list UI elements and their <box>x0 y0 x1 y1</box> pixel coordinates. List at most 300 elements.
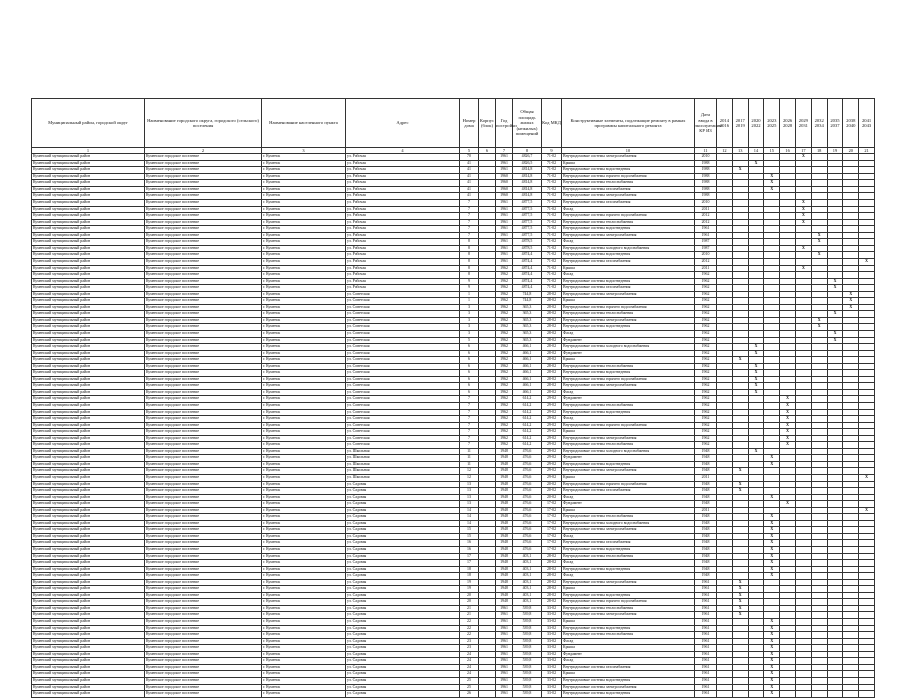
element-cell: Внутридомовые системы холодного водоснабжения <box>562 448 695 455</box>
mkd-code-cell: 28-02 <box>542 363 562 370</box>
commission-date-cell: 1948 <box>695 560 717 567</box>
district-cell: Куменский муниципальный район <box>32 278 145 285</box>
address-cell: ул. Советская <box>346 317 460 324</box>
element-cell: Внутридомовые системы водоотведения <box>562 547 695 554</box>
locality-cell: г. Куменск <box>262 173 346 180</box>
area-cell: 4874,4 <box>513 278 542 285</box>
year-built-cell: 1948 <box>496 560 513 567</box>
settlement-cell: Куменское городское поселение <box>145 416 262 423</box>
mkd-code-cell: 71-02 <box>542 213 562 220</box>
commission-date-cell: 1961 <box>695 625 717 632</box>
district-cell: Куменский муниципальный район <box>32 258 145 265</box>
commission-date-cell: 1948 <box>695 527 717 534</box>
address-cell: ул. Садовая <box>346 488 460 495</box>
period-mark-cell: X <box>732 481 748 488</box>
settlement-cell: Куменское городское поселение <box>145 442 262 449</box>
element-cell: Крыша <box>562 357 695 364</box>
period-mark-cell: X <box>811 232 827 239</box>
district-cell: Куменский муниципальный район <box>32 468 145 475</box>
district-cell: Куменский муниципальный район <box>32 186 145 193</box>
house-number-cell: 7 <box>460 442 479 449</box>
area-cell: 476,6 <box>513 520 542 527</box>
house-number-cell: 23 <box>460 645 479 652</box>
element-cell: Крыша <box>562 265 695 272</box>
area-cell: 466,1 <box>513 344 542 351</box>
settlement-cell: Куменское городское поселение <box>145 376 262 383</box>
commission-date-cell: 1988 <box>695 186 717 193</box>
address-cell: ул. Советская <box>346 409 460 416</box>
element-cell: Внутридомовые системы электроснабжения <box>562 435 695 442</box>
area-cell: 539,8 <box>513 645 542 652</box>
house-number-cell: 17 <box>460 560 479 567</box>
mkd-code-cell: 29-02 <box>542 442 562 449</box>
address-cell: ул. Садовая <box>346 658 460 665</box>
period-mark-cell: X <box>764 658 780 665</box>
year-built-cell: 1961 <box>496 691 513 698</box>
district-cell: Куменский муниципальный район <box>32 612 145 619</box>
mkd-code-cell: 29-02 <box>542 402 562 409</box>
settlement-cell: Куменское городское поселение <box>145 507 262 514</box>
column-number: 11 <box>695 148 717 154</box>
district-cell: Куменский муниципальный район <box>32 213 145 220</box>
area-cell: 539,8 <box>513 651 542 658</box>
house-number-cell: 6 <box>460 363 479 370</box>
address-cell: ул. Садовая <box>346 527 460 534</box>
mkd-code-cell: 17-02 <box>542 540 562 547</box>
mkd-code-cell: 17-02 <box>542 501 562 508</box>
element-cell: Внутридомовые системы теплоснабжения <box>562 402 695 409</box>
district-cell: Куменский муниципальный район <box>32 625 145 632</box>
year-built-cell: 1948 <box>496 573 513 580</box>
area-cell: 539,8 <box>513 658 542 665</box>
area-cell: 539,8 <box>513 605 542 612</box>
house-number-cell: 3 <box>460 324 479 331</box>
commission-date-cell: 1962 <box>695 291 717 298</box>
commission-date-cell: 1948 <box>695 540 717 547</box>
mkd-code-cell: 33-02 <box>542 645 562 652</box>
area-cell: 4874,4 <box>513 285 542 292</box>
address-cell: ул. Советская <box>346 311 460 318</box>
mkd-code-cell: 71-02 <box>542 226 562 233</box>
address-cell: ул. Советская <box>346 304 460 311</box>
year-built-cell: 1961 <box>496 160 513 167</box>
address-cell: ул. Советская <box>346 337 460 344</box>
period-mark-cell: X <box>859 475 875 482</box>
house-number-cell: 6 <box>460 350 479 357</box>
address-cell: ул. Садовая <box>346 514 460 521</box>
mkd-code-cell: 29-02 <box>542 455 562 462</box>
column-header: Адрес <box>346 99 460 148</box>
commission-date-cell: 1962 <box>695 285 717 292</box>
commission-date-cell: 1962 <box>695 402 717 409</box>
element-cell: Внутридомовые системы теплоснабжения <box>562 442 695 449</box>
mkd-code-cell: 71-02 <box>542 200 562 207</box>
settlement-cell: Куменское городское поселение <box>145 455 262 462</box>
year-built-cell: 1948 <box>496 527 513 534</box>
period-mark-cell: X <box>764 625 780 632</box>
period-mark-cell: X <box>827 337 843 344</box>
element-cell: Фундамент <box>562 651 695 658</box>
commission-date-cell: 1948 <box>695 553 717 560</box>
settlement-cell: Куменское городское поселение <box>145 501 262 508</box>
mkd-code-cell: 71-02 <box>542 173 562 180</box>
period-mark-cell: X <box>795 154 811 161</box>
locality-cell: г. Куменск <box>262 455 346 462</box>
house-number-cell: 26 <box>460 691 479 698</box>
year-built-cell: 1962 <box>496 396 513 403</box>
district-cell: Куменский муниципальный район <box>32 272 145 279</box>
locality-cell: г. Куменск <box>262 304 346 311</box>
district-cell: Куменский муниципальный район <box>32 173 145 180</box>
district-cell: Куменский муниципальный район <box>32 317 145 324</box>
house-number-cell: 12 <box>460 468 479 475</box>
area-cell: 539,8 <box>513 691 542 698</box>
commission-date-cell: 1987 <box>695 245 717 252</box>
mkd-code-cell: 28-02 <box>542 298 562 305</box>
column-header: Дата ввода в эксплуатацию КР ИЗ <box>695 99 717 148</box>
commission-date-cell: 1961 <box>695 226 717 233</box>
commission-date-cell: 1961 <box>695 586 717 593</box>
house-number-cell: 7 <box>460 409 479 416</box>
year-built-cell: 1948 <box>496 533 513 540</box>
mkd-code-cell: 28-02 <box>542 592 562 599</box>
settlement-cell: Куменское городское поселение <box>145 298 262 305</box>
element-cell: Внутридомовые системы холодного водоснабжения <box>562 245 695 252</box>
house-number-cell: 16 <box>460 540 479 547</box>
mkd-code-cell: 71-02 <box>542 186 562 193</box>
settlement-cell: Куменское городское поселение <box>145 658 262 665</box>
year-built-cell: 1962 <box>496 389 513 396</box>
year-built-cell: 1961 <box>496 664 513 671</box>
period-mark-cell: X <box>764 461 780 468</box>
settlement-cell: Куменское городское поселение <box>145 645 262 652</box>
element-cell: Внутридомовые системы теплоснабжения <box>562 605 695 612</box>
element-cell: Внутридомовые системы горячего водоснабжения <box>562 422 695 429</box>
settlement-cell: Куменское городское поселение <box>145 304 262 311</box>
house-number-cell: 70 <box>460 154 479 161</box>
locality-cell: г. Куменск <box>262 239 346 246</box>
district-cell: Куменский муниципальный район <box>32 291 145 298</box>
year-built-cell: 1962 <box>496 272 513 279</box>
period-mark-cell: X <box>780 429 796 436</box>
district-cell: Куменский муниципальный район <box>32 298 145 305</box>
mkd-code-cell: 28-02 <box>542 304 562 311</box>
element-cell: Фасад <box>562 272 695 279</box>
area-cell: 466,1 <box>513 383 542 390</box>
period-mark-cell <box>811 691 827 698</box>
locality-cell: г. Куменск <box>262 527 346 534</box>
locality-cell: г. Куменск <box>262 167 346 174</box>
year-built-cell: 1961 <box>496 154 513 161</box>
district-cell: Куменский муниципальный район <box>32 167 145 174</box>
element-cell: Внутридомовые системы водоотведения <box>562 566 695 573</box>
settlement-cell: Куменское городское поселение <box>145 677 262 684</box>
house-number-cell: 6 <box>460 370 479 377</box>
address-cell: ул. Рабочая <box>346 252 460 259</box>
district-cell: Куменский муниципальный район <box>32 638 145 645</box>
column-header: Код МКД <box>542 99 562 148</box>
period-mark-cell: X <box>748 376 764 383</box>
locality-cell: г. Куменск <box>262 475 346 482</box>
locality-cell: г. Куменск <box>262 370 346 377</box>
house-number-cell: 3 <box>460 330 479 337</box>
commission-date-cell: 1962 <box>695 422 717 429</box>
element-cell: Внутридомовые системы горячего водоснабжения <box>562 599 695 606</box>
address-cell: ул. Школьная <box>346 468 460 475</box>
year-built-cell: 1948 <box>496 455 513 462</box>
locality-cell: г. Куменск <box>262 599 346 606</box>
period-mark-cell: X <box>827 278 843 285</box>
period-mark-cell: X <box>764 671 780 678</box>
period-mark-cell: X <box>780 416 796 423</box>
element-cell: Внутридомовые системы водоотведения <box>562 252 695 259</box>
house-number-cell: 19 <box>460 579 479 586</box>
area-cell: 4874,4 <box>513 272 542 279</box>
district-cell: Куменский муниципальный район <box>32 573 145 580</box>
locality-cell: г. Куменск <box>262 376 346 383</box>
address-cell: ул. Садовая <box>346 481 460 488</box>
house-number-cell: 41 <box>460 180 479 187</box>
area-cell: 744,8 <box>513 298 542 305</box>
district-cell: Куменский муниципальный район <box>32 154 145 161</box>
mkd-code-cell: 33-02 <box>542 671 562 678</box>
column-header: Наименование населенного пункта <box>262 99 346 148</box>
settlement-cell: Куменское городское поселение <box>145 527 262 534</box>
house-number-cell: 12 <box>460 475 479 482</box>
mkd-code-cell: 71-02 <box>542 219 562 226</box>
area-cell: 476,6 <box>513 547 542 554</box>
district-cell: Куменский муниципальный район <box>32 416 145 423</box>
district-cell: Куменский муниципальный район <box>32 363 145 370</box>
settlement-cell: Куменское городское поселение <box>145 317 262 324</box>
district-cell: Куменский муниципальный район <box>32 389 145 396</box>
locality-cell: г. Куменск <box>262 311 346 318</box>
address-cell: ул. Садовая <box>346 573 460 580</box>
period-mark-cell: X <box>780 422 796 429</box>
settlement-cell: Куменское городское поселение <box>145 514 262 521</box>
year-built-cell: 1961 <box>496 226 513 233</box>
district-cell: Куменский муниципальный район <box>32 691 145 698</box>
element-cell: Внутридомовые системы водоотведения <box>562 409 695 416</box>
address-cell: ул. Садовая <box>346 520 460 527</box>
address-cell: ул. Рабочая <box>346 219 460 226</box>
year-built-cell: 1962 <box>496 278 513 285</box>
address-cell: ул. Садовая <box>346 625 460 632</box>
house-number-cell: 19 <box>460 586 479 593</box>
column-header: 2035 2037 <box>827 99 843 148</box>
address-cell: ул. Советская <box>346 344 460 351</box>
locality-cell: г. Куменск <box>262 396 346 403</box>
area-cell: 4877,5 <box>513 219 542 226</box>
area-cell: 539,8 <box>513 632 542 639</box>
year-built-cell: 1962 <box>496 409 513 416</box>
period-mark-cell <box>780 691 796 698</box>
settlement-cell: Куменское городское поселение <box>145 612 262 619</box>
district-cell: Куменский муниципальный район <box>32 350 145 357</box>
area-cell: 614,2 <box>513 402 542 409</box>
year-built-cell: 1948 <box>496 494 513 501</box>
commission-date-cell: 1962 <box>695 324 717 331</box>
period-mark-cell: X <box>780 409 796 416</box>
settlement-cell: Куменское городское поселение <box>145 461 262 468</box>
column-header: 2029 2031 <box>795 99 811 148</box>
locality-cell: г. Куменск <box>262 291 346 298</box>
element-cell: Внутридомовые системы водоотведения <box>562 324 695 331</box>
locality-cell: г. Куменск <box>262 416 346 423</box>
column-number: 3 <box>262 148 346 154</box>
settlement-cell: Куменское городское поселение <box>145 475 262 482</box>
commission-date-cell: 1961 <box>695 651 717 658</box>
year-built-cell: 1960 <box>496 186 513 193</box>
area-cell: 476,6 <box>513 481 542 488</box>
element-cell: Внутридомовые системы водоотведения <box>562 691 695 698</box>
district-cell: Куменский муниципальный район <box>32 547 145 554</box>
area-cell: 365,3 <box>513 330 542 337</box>
locality-cell: г. Куменск <box>262 429 346 436</box>
element-cell: Фасад <box>562 330 695 337</box>
area-cell: 4814,8 <box>513 186 542 193</box>
mkd-code-cell: 28-02 <box>542 389 562 396</box>
period-mark-cell: X <box>764 455 780 462</box>
period-mark-cell: X <box>795 245 811 252</box>
period-mark-cell: X <box>764 645 780 652</box>
house-number-cell: 23 <box>460 638 479 645</box>
settlement-cell: Куменское городское поселение <box>145 396 262 403</box>
column-header: Общая площадь жилых (нежилых) помещений <box>513 99 542 148</box>
area-cell: 476,6 <box>513 514 542 521</box>
mkd-code-cell: 28-02 <box>542 291 562 298</box>
house-number-cell: 24 <box>460 664 479 671</box>
locality-cell: г. Куменск <box>262 193 346 200</box>
element-cell: Крыша <box>562 429 695 436</box>
column-number: 7 <box>496 148 513 154</box>
address-cell: ул. Садовая <box>346 507 460 514</box>
commission-date-cell: 1988 <box>695 173 717 180</box>
mkd-code-cell: 71-02 <box>542 160 562 167</box>
locality-cell: г. Куменск <box>262 363 346 370</box>
commission-date-cell: 1961 <box>695 599 717 606</box>
year-built-cell: 1948 <box>496 468 513 475</box>
year-built-cell: 1961 <box>496 658 513 665</box>
locality-cell: г. Куменск <box>262 632 346 639</box>
year-built-cell: 1948 <box>496 448 513 455</box>
locality-cell: г. Куменск <box>262 691 346 698</box>
commission-date-cell: 1962 <box>695 311 717 318</box>
house-number-cell: 9 <box>460 285 479 292</box>
period-mark-cell: X <box>732 167 748 174</box>
period-mark-cell: X <box>811 324 827 331</box>
year-built-cell: 1962 <box>496 317 513 324</box>
table-row <box>32 691 875 698</box>
area-cell: 466,1 <box>513 389 542 396</box>
district-cell: Куменский муниципальный район <box>32 684 145 691</box>
element-cell: Фасад <box>562 206 695 213</box>
house-number-cell: 9 <box>460 278 479 285</box>
house-number-cell: 41 <box>460 160 479 167</box>
area-cell: 744,8 <box>513 291 542 298</box>
address-cell: ул. Школьная <box>346 475 460 482</box>
area-cell: 476,6 <box>513 455 542 462</box>
year-built-cell: 1961 <box>496 213 513 220</box>
settlement-cell: Куменское городское поселение <box>145 232 262 239</box>
year-built-cell: 1961 <box>496 232 513 239</box>
commission-date-cell: 2011 <box>695 507 717 514</box>
address-cell: ул. Рабочая <box>346 154 460 161</box>
period-mark-cell: X <box>764 553 780 560</box>
commission-date-cell: 2010 <box>695 252 717 259</box>
locality-cell: г. Куменск <box>262 533 346 540</box>
commission-date-cell: 1962 <box>695 357 717 364</box>
house-number-cell: 22 <box>460 625 479 632</box>
settlement-cell: Куменское городское поселение <box>145 206 262 213</box>
settlement-cell: Куменское городское поселение <box>145 258 262 265</box>
settlement-cell: Куменское городское поселение <box>145 586 262 593</box>
district-cell: Куменский муниципальный район <box>32 527 145 534</box>
element-cell: Внутридомовые системы электроснабжения <box>562 527 695 534</box>
period-mark-cell: X <box>764 638 780 645</box>
area-cell: 614,2 <box>513 416 542 423</box>
house-number-cell: 18 <box>460 573 479 580</box>
mkd-code-cell: 33-02 <box>542 664 562 671</box>
settlement-cell: Куменское городское поселение <box>145 429 262 436</box>
locality-cell: г. Куменск <box>262 206 346 213</box>
house-number-cell: 6 <box>460 357 479 364</box>
area-cell: 403,1 <box>513 560 542 567</box>
commission-date-cell: 1962 <box>695 344 717 351</box>
address-cell: ул. Рабочая <box>346 213 460 220</box>
period-mark-cell: X <box>732 599 748 606</box>
house-number-cell: 14 <box>460 507 479 514</box>
element-cell: Внутридомовые системы электроснабжения <box>562 193 695 200</box>
year-built-cell: 1962 <box>496 383 513 390</box>
settlement-cell: Куменское городское поселение <box>145 245 262 252</box>
mkd-code-cell: 71-02 <box>542 278 562 285</box>
element-cell: Внутридомовые системы водоотведения <box>562 461 695 468</box>
mkd-code-cell: 29-02 <box>542 475 562 482</box>
mkd-code-cell: 29-02 <box>542 461 562 468</box>
mkd-code-cell: 29-02 <box>542 468 562 475</box>
house-number-cell: 11 <box>460 455 479 462</box>
locality-cell: г. Куменск <box>262 219 346 226</box>
mkd-code-cell: 71-02 <box>542 272 562 279</box>
locality-cell: г. Куменск <box>262 625 346 632</box>
column-number: 4 <box>346 148 460 154</box>
commission-date-cell: 1948 <box>695 514 717 521</box>
house-number-cell: 15 <box>460 527 479 534</box>
year-built-cell: 1961 <box>496 167 513 174</box>
mkd-code-cell: 28-02 <box>542 337 562 344</box>
district-cell: Куменский муниципальный район <box>32 507 145 514</box>
district-cell: Куменский муниципальный район <box>32 402 145 409</box>
district-cell: Куменский муниципальный район <box>32 592 145 599</box>
settlement-cell: Куменское городское поселение <box>145 291 262 298</box>
locality-cell: г. Куменск <box>262 245 346 252</box>
period-mark-cell: X <box>764 180 780 187</box>
locality-cell: г. Куменск <box>262 265 346 272</box>
locality-cell: г. Куменск <box>262 389 346 396</box>
area-cell: 4874,4 <box>513 258 542 265</box>
mkd-code-cell: 20-02 <box>542 481 562 488</box>
period-mark-cell: X <box>811 317 827 324</box>
house-number-cell: 15 <box>460 533 479 540</box>
settlement-cell: Куменское городское поселение <box>145 448 262 455</box>
year-built-cell: 1960 <box>496 193 513 200</box>
address-cell: ул. Рабочая <box>346 206 460 213</box>
column-number: 16 <box>780 148 796 154</box>
settlement-cell: Куменское городское поселение <box>145 337 262 344</box>
address-cell: ул. Рабочая <box>346 272 460 279</box>
year-built-cell: 1962 <box>496 422 513 429</box>
